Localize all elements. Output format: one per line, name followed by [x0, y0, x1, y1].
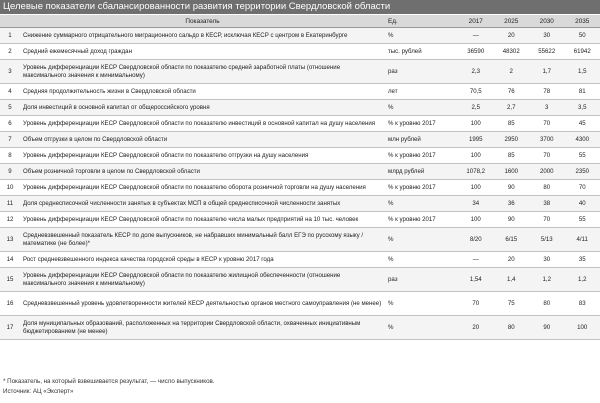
value-2035: 1,2 — [565, 268, 600, 292]
value-2017: 1,54 — [458, 268, 494, 292]
table-row — [0, 196, 600, 212]
value-2035: 61942 — [565, 44, 600, 60]
value-2030: 5/13 — [529, 228, 565, 252]
indicator-name: Уровень дифференциации КЕСР Свердловской области по показателю числа малых предприятий на 10 тыс. человек — [20, 212, 385, 228]
value-2030: 3 — [529, 100, 565, 116]
value-2035: 4/11 — [565, 228, 600, 252]
row-number: 1 — [0, 28, 20, 44]
row-number: 14 — [0, 252, 20, 268]
value-2017: 100 — [458, 116, 494, 132]
value-2030: 1,2 — [529, 268, 565, 292]
value-2035: 81 — [565, 84, 600, 100]
value-2025: 75 — [494, 292, 530, 316]
header-year: 2025 — [494, 15, 530, 28]
header-indicator: Показатель — [20, 15, 385, 28]
value-2035: 4300 — [565, 132, 600, 148]
unit-cell: % — [385, 292, 458, 316]
value-2025: 2,7 — [494, 100, 530, 116]
table-row — [0, 292, 600, 316]
value-2035: 35 — [565, 252, 600, 268]
value-2017: 100 — [458, 212, 494, 228]
value-2035: 83 — [565, 292, 600, 316]
table-row — [0, 84, 600, 100]
indicator-name: Снижение суммарного отрицательного миграционного сальдо в КЕСР, исключая КЕСР с центром в Екатеринбурге — [20, 28, 385, 44]
value-2035: 1,5 — [565, 60, 600, 84]
unit-cell: млрд рублей — [385, 164, 458, 180]
indicator-name: Доля муниципальных образований, расположенных на территории Свердловской области, охваченных инициативным бюджетированием (не менее) — [20, 316, 385, 340]
row-number: 16 — [0, 292, 20, 316]
header-year: 2017 — [458, 15, 494, 28]
value-2025: 1600 — [494, 164, 530, 180]
indicator-name: Средний ежемесячный доход граждан — [20, 44, 385, 60]
indicator-name: Уровень дифференциации КЕСР Свердловской области по показателю оборота розничной торговли на душу населения — [20, 180, 385, 196]
table-row — [0, 252, 600, 268]
header-num — [0, 15, 20, 28]
value-2035: 55 — [565, 148, 600, 164]
unit-cell: % к уровню 2017 — [385, 148, 458, 164]
indicator-name: Средневзвешенный показатель КЕСР по доле выпускников, не набравших минимальный балл ЕГЭ по русскому языку / математике (не более)* — [20, 228, 385, 252]
unit-cell: % — [385, 28, 458, 44]
indicator-name: Объем розничной торговли в целом по Свердловской области — [20, 164, 385, 180]
value-2025: 6/15 — [494, 228, 530, 252]
value-2017: 70,5 — [458, 84, 494, 100]
value-2025: 20 — [494, 252, 530, 268]
unit-cell: % к уровню 2017 — [385, 116, 458, 132]
table-row — [0, 116, 600, 132]
row-number: 11 — [0, 196, 20, 212]
table-row — [0, 228, 600, 252]
indicator-name: Объем отгрузки в целом по Свердловской области — [20, 132, 385, 148]
value-2017: 2,5 — [458, 100, 494, 116]
title-bar — [0, 0, 600, 14]
value-2030: 90 — [529, 316, 565, 340]
source-note: Источник: АЦ «Эксперт» — [3, 388, 74, 395]
value-2025: 85 — [494, 116, 530, 132]
value-2030: 78 — [529, 84, 565, 100]
value-2025: 90 — [494, 212, 530, 228]
table-row — [0, 28, 600, 44]
value-2035: 40 — [565, 196, 600, 212]
value-2030: 1,7 — [529, 60, 565, 84]
unit-cell: % — [385, 252, 458, 268]
table-row — [0, 148, 600, 164]
unit-cell: % к уровню 2017 — [385, 180, 458, 196]
header-year: 2030 — [529, 15, 565, 28]
unit-cell: раз — [385, 268, 458, 292]
indicators-table — [0, 15, 600, 340]
value-2017: 34 — [458, 196, 494, 212]
row-number: 6 — [0, 116, 20, 132]
value-2017: 8/20 — [458, 228, 494, 252]
value-2030: 70 — [529, 116, 565, 132]
unit-cell: % к уровню 2017 — [385, 212, 458, 228]
value-2025: 48302 — [494, 44, 530, 60]
header-row — [0, 15, 600, 28]
value-2025: 36 — [494, 196, 530, 212]
header-unit: Ед. — [385, 15, 458, 28]
value-2025: 90 — [494, 180, 530, 196]
value-2017: 70 — [458, 292, 494, 316]
value-2030: 70 — [529, 148, 565, 164]
footnote: * Показатель, на который взвешивается результат, — число выпускников. — [3, 378, 215, 385]
value-2035: 3,5 — [565, 100, 600, 116]
value-2017: 100 — [458, 180, 494, 196]
table-row — [0, 180, 600, 196]
value-2025: 80 — [494, 316, 530, 340]
row-number: 13 — [0, 228, 20, 252]
table-row — [0, 100, 600, 116]
row-number: 10 — [0, 180, 20, 196]
row-number: 3 — [0, 60, 20, 84]
value-2035: 50 — [565, 28, 600, 44]
value-2017: 20 — [458, 316, 494, 340]
unit-cell: % — [385, 316, 458, 340]
value-2035: 100 — [565, 316, 600, 340]
row-number: 17 — [0, 316, 20, 340]
indicator-name: Доля среднесписочной численности занятых в субъектах МСП в общей среднесписочной численности занятых — [20, 196, 385, 212]
value-2025: 20 — [494, 28, 530, 44]
unit-cell: % — [385, 228, 458, 252]
value-2025: 2950 — [494, 132, 530, 148]
indicator-name: Рост средневзвешенного индекса качества городской среды в КЕСР к уровню 2017 года — [20, 252, 385, 268]
table-title: Целевые показатели сбалансированности развития территории Свердловской области — [3, 1, 391, 12]
indicator-name: Средняя продолжительность жизни в Свердловской области — [20, 84, 385, 100]
unit-cell: тыс. рублей — [385, 44, 458, 60]
value-2025: 76 — [494, 84, 530, 100]
indicator-name: Уровень дифференциации КЕСР Свердловской области по показателю отгрузки на душу населения — [20, 148, 385, 164]
value-2017: 36590 — [458, 44, 494, 60]
table-row — [0, 268, 600, 292]
indicator-name: Уровень дифференциации КЕСР Свердловской области по показателю инвестиций в основной капитал на душу населения — [20, 116, 385, 132]
value-2030: 3700 — [529, 132, 565, 148]
value-2035: 2350 — [565, 164, 600, 180]
unit-cell: лет — [385, 84, 458, 100]
row-number: 7 — [0, 132, 20, 148]
value-2025: 2 — [494, 60, 530, 84]
row-number: 4 — [0, 84, 20, 100]
row-number: 12 — [0, 212, 20, 228]
value-2017: 1078,2 — [458, 164, 494, 180]
value-2035: 55 — [565, 212, 600, 228]
unit-cell: раз — [385, 60, 458, 84]
row-number: 5 — [0, 100, 20, 116]
unit-cell: млн рублей — [385, 132, 458, 148]
value-2030: 70 — [529, 212, 565, 228]
table-row — [0, 164, 600, 180]
value-2030: 80 — [529, 180, 565, 196]
value-2017: — — [458, 252, 494, 268]
value-2030: 30 — [529, 252, 565, 268]
value-2017: 100 — [458, 148, 494, 164]
table-row — [0, 44, 600, 60]
value-2030: 55622 — [529, 44, 565, 60]
unit-cell: % — [385, 196, 458, 212]
value-2017: 1995 — [458, 132, 494, 148]
value-2025: 85 — [494, 148, 530, 164]
row-number: 9 — [0, 164, 20, 180]
header-year: 2035 — [565, 15, 600, 28]
indicator-name: Доля инвестиций в основной капитал от общероссийского уровня — [20, 100, 385, 116]
table-row — [0, 316, 600, 340]
value-2030: 30 — [529, 28, 565, 44]
row-number: 2 — [0, 44, 20, 60]
value-2030: 38 — [529, 196, 565, 212]
table-row — [0, 132, 600, 148]
value-2035: 45 — [565, 116, 600, 132]
table-row — [0, 212, 600, 228]
value-2025: 1,4 — [494, 268, 530, 292]
indicator-name: Уровень дифференциации КЕСР Свердловской области по показателю жилищной обеспеченности (отношение максимального значения к минимальному) — [20, 268, 385, 292]
value-2035: 70 — [565, 180, 600, 196]
value-2030: 80 — [529, 292, 565, 316]
value-2017: — — [458, 28, 494, 44]
indicator-name: Средневзвешенный уровень удовлетворенности жителей КЕСР деятельностью органов местного самоуправления (не менее) — [20, 292, 385, 316]
unit-cell: % — [385, 100, 458, 116]
row-number: 8 — [0, 148, 20, 164]
row-number: 15 — [0, 268, 20, 292]
value-2030: 2000 — [529, 164, 565, 180]
value-2017: 2,3 — [458, 60, 494, 84]
indicator-name: Уровень дифференциации КЕСР Свердловской области по показателю средней заработной платы (отношение максимального значения к минимальному) — [20, 60, 385, 84]
table-row — [0, 60, 600, 84]
